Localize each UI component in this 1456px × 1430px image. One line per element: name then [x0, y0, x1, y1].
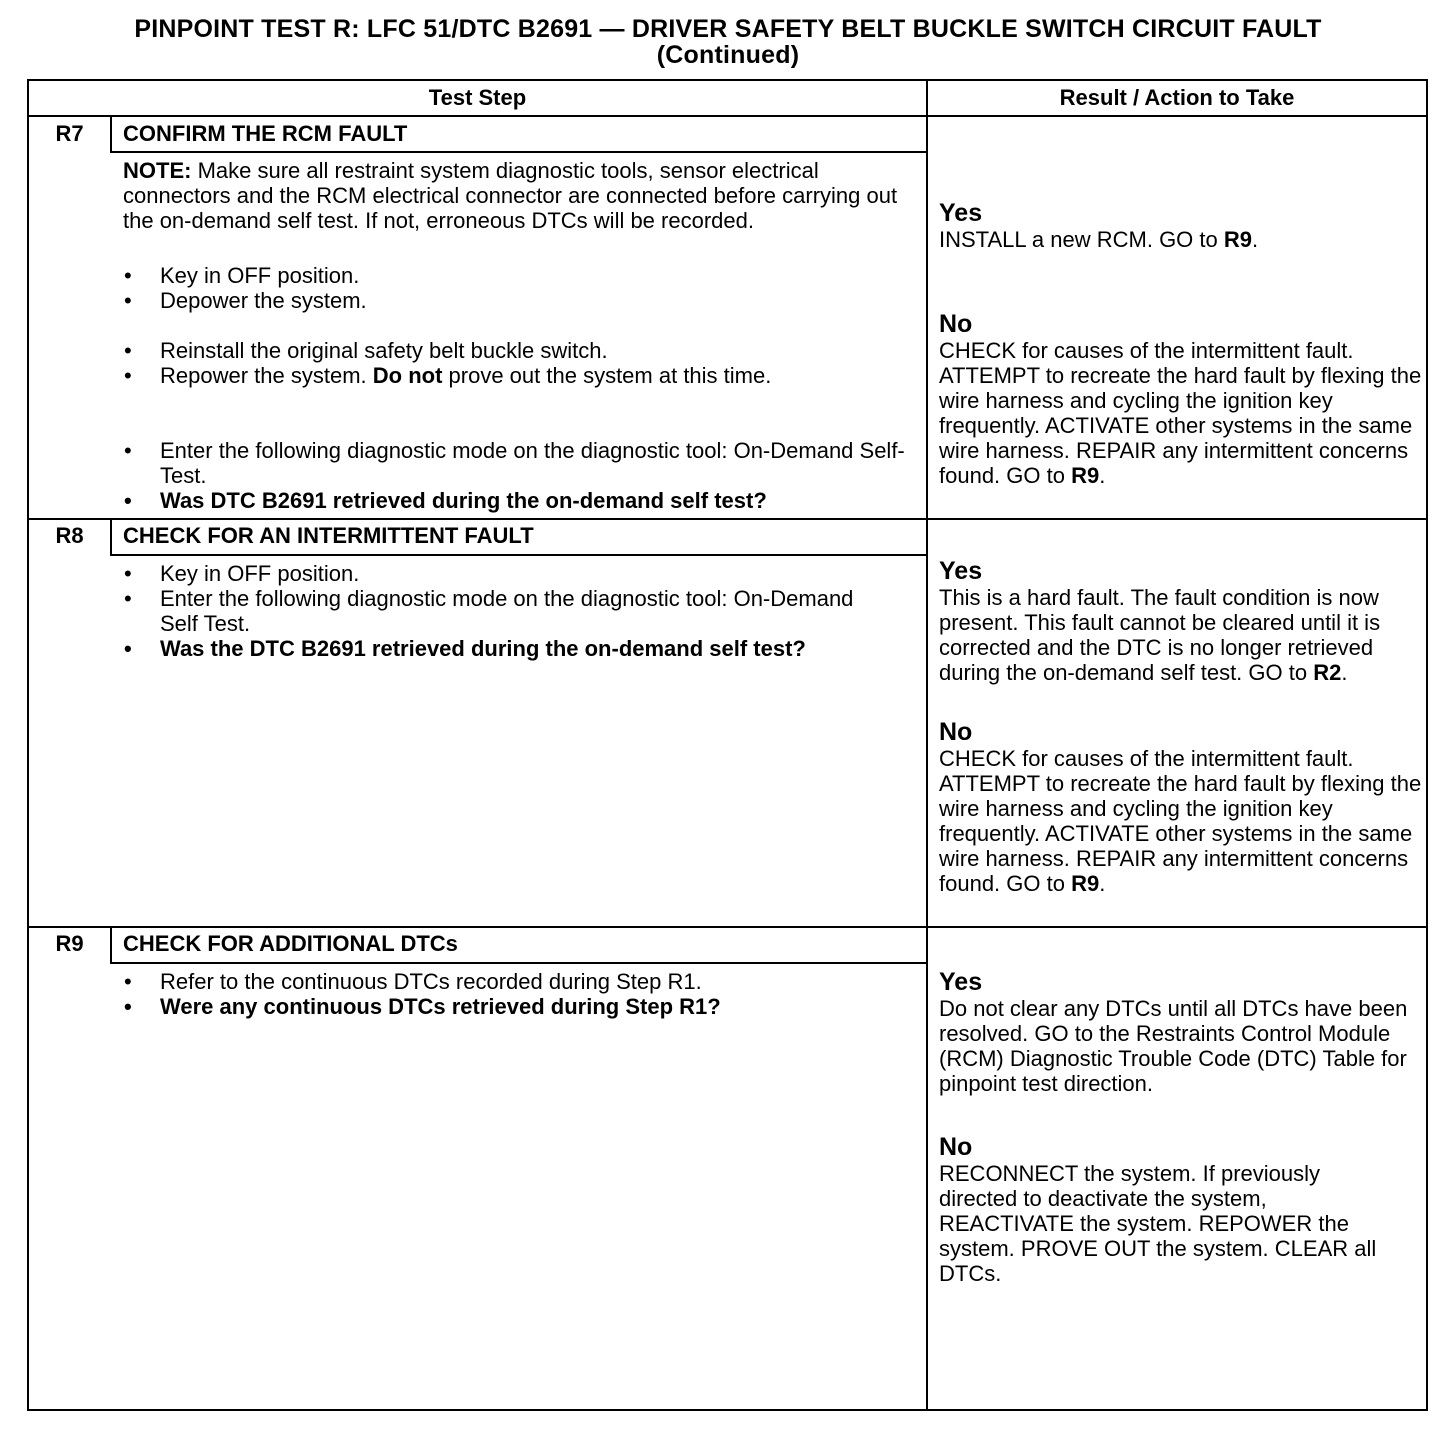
step-num-divider-r8	[110, 518, 112, 556]
bullet-icon: •	[124, 263, 132, 288]
bullet-list-r8	[123, 561, 868, 661]
result-no-r7: No CHECK for causes of the intermittent fault. ATTEMPT to recreate the hard fault by flexing the wire harness and cycling the ignition key frequently. ACTIVATE other systems in the same wire harness. REPAIR any intermittent concerns found. GO to R9.	[939, 311, 1424, 488]
result-yes-r8: Yes This is a hard fault. The fault condition is now present. This fault cannot be cleared until it is corrected and the DTC is no longer retrieved during the on-demand self test. GO to R2.	[939, 558, 1424, 685]
list-item: • Reinstall the original safety belt buckle switch.	[124, 338, 608, 363]
step-separator-r8	[28, 518, 1427, 520]
step-num-divider-r7	[110, 115, 112, 153]
header-result: Result / Action to Take	[1059, 85, 1295, 110]
step-separator-r9	[28, 926, 1427, 928]
yes-label: Yes	[939, 199, 983, 227]
list-item: • Enter the following diagnostic mode on the diagnostic tool: On-Demand Self-Test.	[124, 438, 905, 488]
list-item: • Repower the system. Do not prove out the system at this time.	[124, 363, 772, 388]
list-item-question: • Was DTC B2691 retrieved during the on-demand self test?	[124, 488, 767, 513]
yes-label: Yes	[939, 968, 983, 996]
result-yes-r9: Yes Do not clear any DTCs until all DTCs have been resolved. GO to the Restraints Control Module (RCM) Diagnostic Trouble Code (DTC) Table for pinpoint test direction.	[939, 969, 1424, 1096]
title-line-1: PINPOINT TEST R: LFC 51/DTC B2691 — DRIVER SAFETY BELT BUCKLE SWITCH CIRCUIT FAULT	[134, 15, 1322, 43]
no-label: No	[939, 1133, 973, 1161]
result-no-r8: No CHECK for causes of the intermittent fault. ATTEMPT to recreate the hard fault by flexing the wire harness and cycling the ignition key frequently. ACTIVATE other systems in the same wire harness. REPAIR any intermittent concerns found. GO to R9.	[939, 719, 1424, 896]
bullet-icon: •	[124, 994, 132, 1019]
step-title-r7: CONFIRM THE RCM FAULT	[123, 121, 408, 146]
no-label: No	[939, 310, 973, 338]
bullet-icon: •	[124, 969, 132, 994]
list-item: • Enter the following diagnostic mode on the diagnostic tool: On-Demand Self Test.	[124, 586, 854, 636]
column-divider	[926, 80, 928, 1410]
bullet-icon: •	[124, 363, 132, 388]
bullet-icon: •	[124, 636, 132, 661]
list-item: • Refer to the continuous DTCs recorded during Step R1.	[124, 969, 702, 994]
bullet-icon: •	[124, 561, 132, 586]
note-r7	[123, 158, 913, 233]
step-title-rule-r9	[110, 962, 927, 964]
no-label: No	[939, 718, 973, 746]
step-title-rule-r8	[110, 554, 927, 556]
step-number-r9: R9	[55, 931, 84, 956]
page-title	[0, 16, 1456, 68]
note-text: Make sure all restraint system diagnostic tools, sensor electrical connectors and the RCM electrical connector are connected before carrying out the on-demand self test. If not, erroneous DTCs will be recorded.	[123, 158, 898, 233]
step-number-r7: R7	[55, 121, 84, 146]
bullet-icon: •	[124, 338, 132, 363]
step-title-r8: CHECK FOR AN INTERMITTENT FAULT	[123, 523, 534, 548]
list-item-question: • Was the DTC B2691 retrieved during the on-demand self test?	[124, 636, 806, 661]
step-num-divider-r9	[110, 926, 112, 964]
bullet-icon: •	[124, 488, 132, 513]
result-yes-r7: Yes INSTALL a new RCM. GO to R9.	[939, 200, 1424, 252]
step-title-r9: CHECK FOR ADDITIONAL DTCs	[123, 931, 458, 956]
bullet-list-r7	[123, 263, 918, 513]
yes-label: Yes	[939, 557, 983, 585]
list-item: • Key in OFF position.	[124, 561, 360, 586]
note-label: NOTE:	[123, 158, 192, 183]
list-item: • Key in OFF position.	[124, 263, 360, 288]
list-item: • Depower the system.	[124, 288, 367, 313]
result-no-r9: No RECONNECT the system. If previously directed to deactivate the system, REACTIVATE the system. REPOWER the system. PROVE OUT the system. CLEAR all DTCs.	[939, 1134, 1399, 1286]
bullet-icon: •	[124, 288, 132, 313]
step-number-r8: R8	[55, 523, 84, 548]
step-title-rule-r7	[110, 151, 927, 153]
list-item-question: • Were any continuous DTCs retrieved during Step R1?	[124, 994, 721, 1019]
header-rule	[28, 115, 1427, 117]
title-line-2: (Continued)	[656, 41, 800, 69]
bullet-icon: •	[124, 438, 132, 463]
bullet-list-r9	[123, 969, 918, 1019]
header-test-step: Test Step	[428, 85, 527, 110]
bullet-icon: •	[124, 586, 132, 611]
